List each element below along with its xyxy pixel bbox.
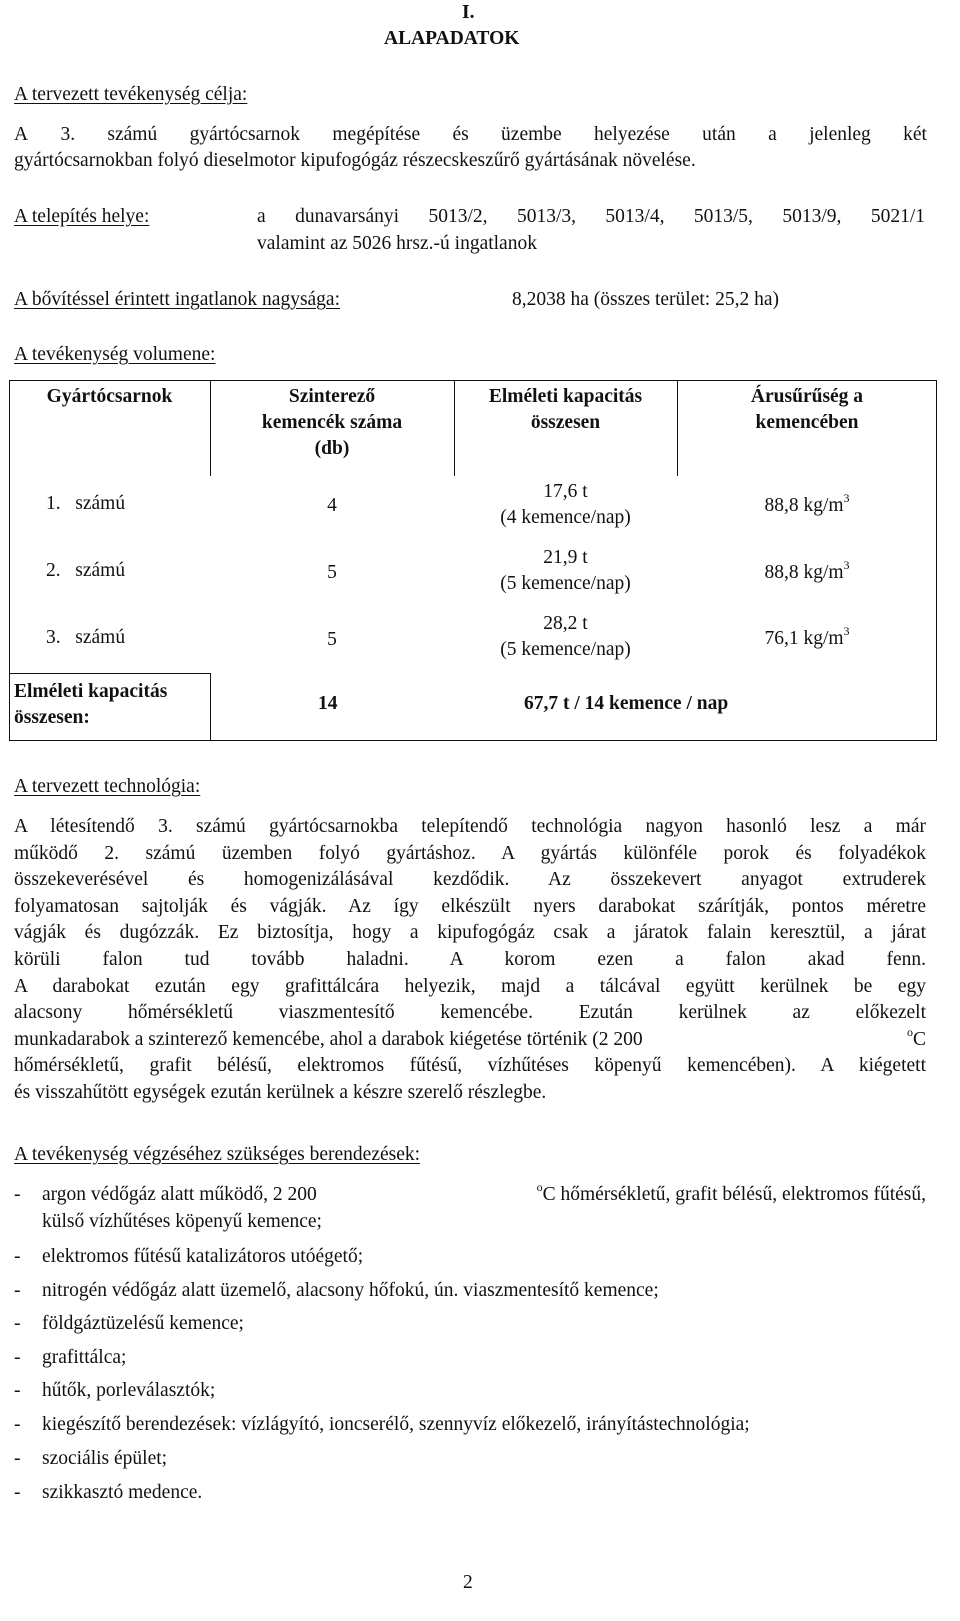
area-value: 8,2038 ha (összes terület: 25,2 ha) [512, 289, 779, 310]
kiln-count: 4 [327, 495, 337, 516]
location-value-line-2: valamint az 5026 hrsz.-ú ingatlanok [257, 233, 537, 254]
capacity-value: 28,2 t (5 kemence/nap) [500, 613, 631, 660]
list-item: - hűtők, porleválasztók; [14, 1380, 216, 1401]
density-value: 76,1 $kg/m^3$ [764, 624, 850, 649]
technology-text: A létesítendő 3. számú gyártócsarnokba telepítendő technológia nagyon hasonló lesz a már működő 2. számú üzemben folyó gyártáshoz. A gyártás különféle porok és folyadékok összekeverésével és homogenizálásával kezdődik. Az összekevert anyagot extruderek folyamatosan sajtolják és vágják. Az így elkészült nyers darabokat szárítják, pontos méretre vágják és dugózzák. Ez biztosítja, hogy a kipufogógáz csak a járatok falain keresztül, a járat körüli falon tud tovább haladni. A korom ezen a falon akad fenn. A darabokat ezután egy grafittálcára helyezik, majd a tálcával együtt kerülnek be egy alacsony hőmérsékletű viaszmentesítő kemencébe. Ezután kerülnek az előkezelt munkadarabok a szinterező kemencébe, ahol a darabok kiégetése történik (2 200 $^o$C hőmérsékletű, grafit bélésű, elektromos fűtésű, vízhűtéses köpenyű kemencében). A kiégetett és visszahűtött egységek ezután kerülnek a készre szerelő részlegbe. [14, 816, 926, 1103]
location-label: A telepítés helye: [14, 206, 150, 227]
goal-text-line-1: A 3. számú gyártócsarnok megépítése és üzembe helyezése után a jelenleg két [14, 124, 927, 145]
volume-heading: A tevékenység volumene: [14, 344, 216, 365]
kiln-count: 5 [327, 629, 337, 650]
location-value-line-1: a dunavarsányi 5013/2, 5013/3, 5013/4, 5013/5, 5013/9, 5021/1 [257, 206, 925, 227]
kiln-count: 5 [327, 562, 337, 583]
list-item: - nitrogén védőgáz alatt üzemelő, alacsony hőfokú, ún. viaszmentesítő kemence; [14, 1280, 659, 1301]
col-header-hall: Gyártócsarnok [46, 386, 173, 407]
table-row: 2. számú [46, 560, 126, 581]
total-label: Elméleti kapacitás összesen: [14, 681, 168, 728]
list-item-continuation: külső vízhűtéses köpenyű kemence; [42, 1211, 322, 1232]
technology-heading: A tervezett technológia: [14, 776, 201, 797]
goal-heading: A tervezett tevékenység célja: [14, 84, 248, 105]
goal-text-line-2: gyártócsarnokban folyó dieselmotor kipufogógáz részecskeszűrő gyártásának növelése. [14, 150, 696, 171]
density-value: 88,8 $kg/m^3$ [764, 491, 850, 516]
capacity-value: 17,6 t (4 kemence/nap) [500, 481, 631, 528]
chapter-number: I. [462, 2, 475, 23]
page-number: 2 [463, 1572, 473, 1593]
list-item: - szociális épület; [14, 1448, 168, 1469]
col-header-capacity: Elméleti kapacitás összesen [488, 386, 643, 433]
page-title: ALAPADATOK [384, 28, 520, 49]
capacity-value: 21,9 t (5 kemence/nap) [500, 547, 631, 594]
list-item: - szikkasztó medence. [14, 1482, 203, 1503]
table-row: 3. számú [46, 627, 126, 648]
table-row: 1. számú [46, 493, 126, 514]
list-item: - elektromos fűtésű katalizátoros utóégető; [14, 1246, 364, 1267]
list-item: - grafittálca; [14, 1347, 127, 1368]
equipment-heading: A tevékenység végzéséhez szükséges berendezések: [14, 1144, 421, 1165]
col-header-density: Árusűrűség a kemencében [750, 386, 864, 433]
density-value: 88,8 $kg/m^3$ [764, 558, 850, 583]
list-item: - kiegészítő berendezések: vízlágyító, ioncserélő, szennyvíz előkezelő, irányítástechnológia; [14, 1414, 750, 1435]
list-item: - argon védőgáz alatt működő, 2 200 $^o$C hőmérsékletű, grafit bélésű, elektromos fűtésű, [14, 1180, 926, 1205]
total-kiln-count: 14 [318, 693, 338, 714]
col-header-kilns: Szinterező kemencék száma (db) [261, 386, 403, 459]
list-item: - földgáztüzelésű kemence; [14, 1313, 244, 1334]
table-col-divider [210, 673, 211, 741]
total-capacity: 67,7 t / 14 kemence / nap [524, 693, 729, 714]
table-row-divider [9, 673, 211, 674]
area-label: A bővítéssel érintett ingatlanok nagysága: [14, 289, 341, 310]
